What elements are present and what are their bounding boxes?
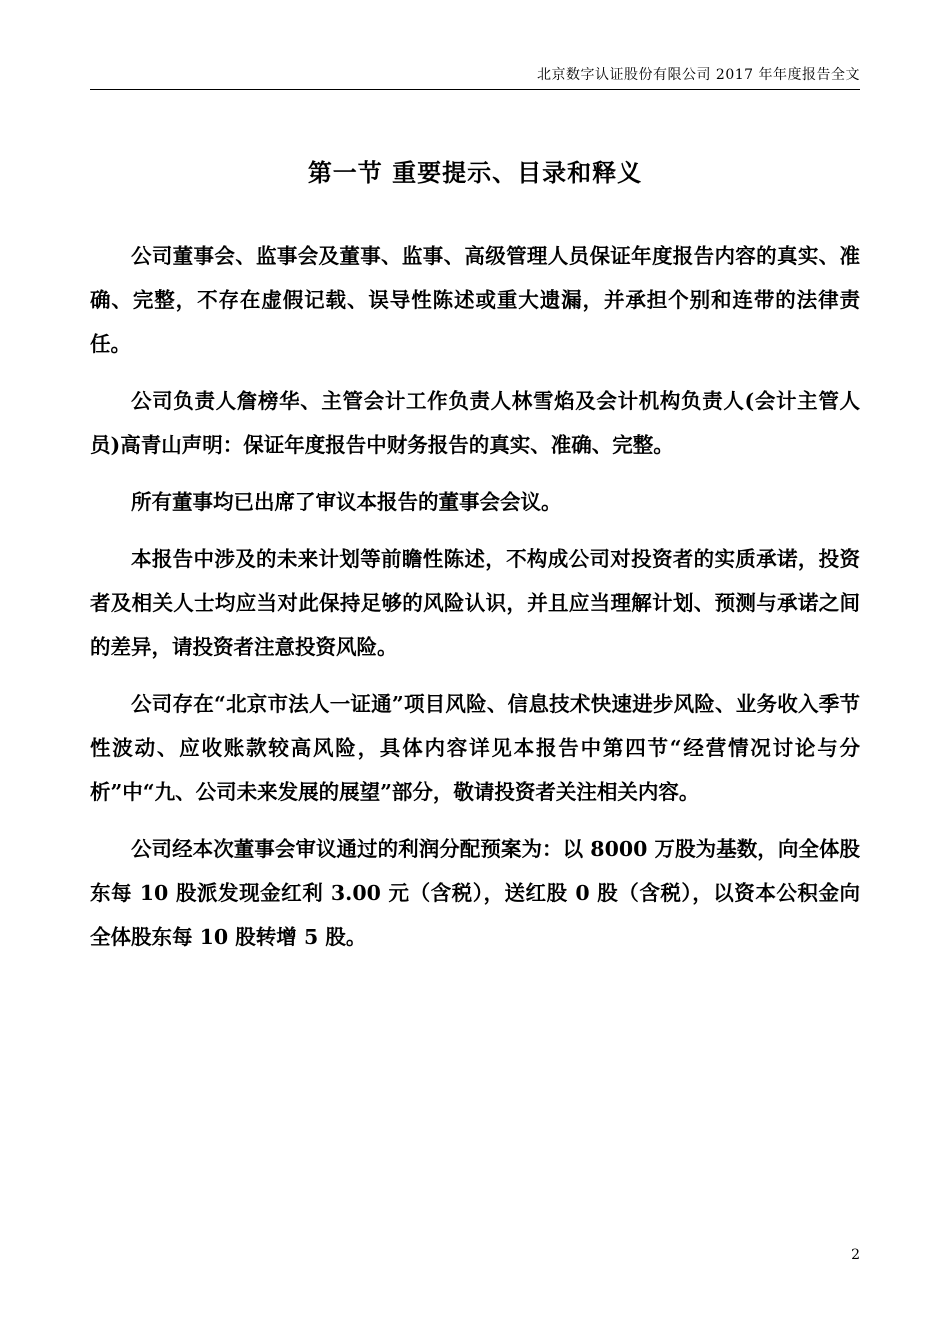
paragraph-profit-distribution: 公司经本次董事会审议通过的利润分配预案为：以 8000 万股为基数，向全体股东每 10 股派发现金红利 3.00 元（含税），送红股 0 股（含税），以资本公积金向全体股东每 10 股转增 5 股。: [90, 837, 860, 949]
paragraph-board-attendance: 所有董事均已出席了审议本报告的董事会会议。: [131, 490, 562, 514]
header-divider: [90, 89, 860, 90]
paragraph-financial-report-statement: 公司负责人詹榜华、主管会计工作负责人林雪焰及会计机构负责人(会计主管人员)高青山声明：保证年度报告中财务报告的真实、准确、完整。: [90, 389, 860, 457]
paragraph-forward-looking-disclaimer: 本报告中涉及的未来计划等前瞻性陈述，不构成公司对投资者的实质承诺，投资者及相关人士均应当对此保持足够的风险认识，并且应当理解计划、预测与承诺之间的差异，请投资者注意投资风险。: [90, 547, 860, 659]
paragraph-risk-notice: 公司存在“北京市法人一证通”项目风险、信息技术快速进步风险、业务收入季节性波动、应收账款较高风险，具体内容详见本报告中第四节“经营情况讨论与分析”中“九、公司未来发展的展望”部分，敬请投资者关注相关内容。: [90, 692, 860, 804]
section-title: 第一节 重要提示、目录和释义: [307, 158, 643, 187]
document-body: [90, 234, 860, 972]
paragraph-responsibility-statement: 公司董事会、监事会及董事、监事、高级管理人员保证年度报告内容的真实、准确、完整，不存在虚假记载、误导性陈述或重大遗漏，并承担个别和连带的法律责任。: [90, 244, 860, 356]
running-header-title: 北京数字认证股份有限公司 2017 年年度报告全文: [536, 67, 860, 83]
page-number: 2: [851, 1247, 860, 1263]
